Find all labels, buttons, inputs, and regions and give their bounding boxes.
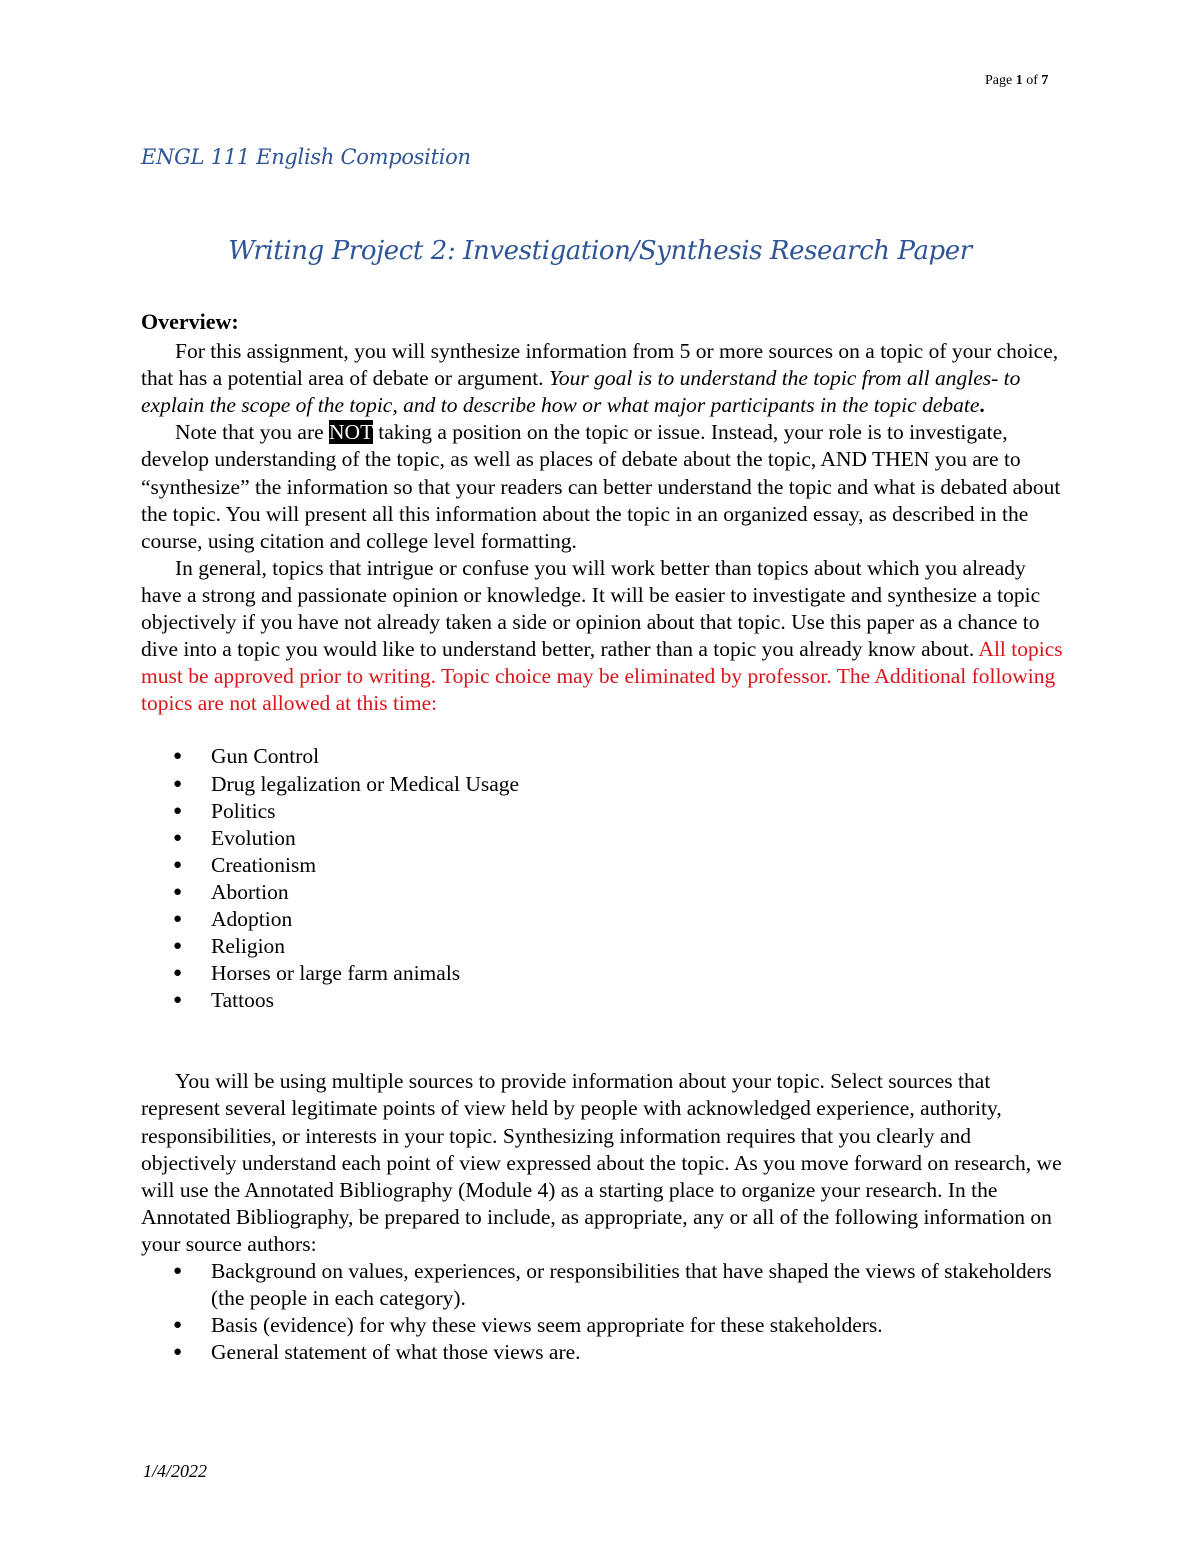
- document-body: [141, 308, 1066, 1366]
- overview-paragraph-3: In general, topics that intrigue or confuse you will work better than topics about which you already have a strong and passionate opinion or knowledge. It will be easier to investigate and synthesize a topic objectively if you have not already taken a side or opinion about that topic. Use this paper as a chance to dive into a topic you would like to understand better, rather than a topic you already know about. All topics must be approved prior to writing. Topic choice may be eliminated by professor. The Additional following topics are not allowed at this time:: [141, 555, 1063, 716]
- list-item: ● Politics: [141, 798, 1066, 825]
- course-title: ENGL 111 English Composition: [141, 145, 471, 169]
- sources-paragraph: You will be using multiple sources to provide information about your topic. Select sources that represent several legitimate points of view held by people with acknowledged experience, authority, responsibilities, or interests in your topic. Synthesizing information requires that you clearly and objectively understand each point of view expressed about the topic. As you move forward on research, we will use the Annotated Bibliography (Module 4) as a starting place to organize your research. In the Annotated Bibliography, be prepared to include, as appropriate, any or all of the following information on your source authors:: [141, 1069, 1062, 1256]
- list-item: ● Drug legalization or Medical Usage: [141, 771, 1066, 798]
- footer-date: 1/4/2022: [143, 1461, 208, 1481]
- page-number: Page 1 of 7: [985, 73, 1049, 88]
- list-item: ● Gun Control: [141, 743, 1066, 770]
- approval-warning: All topics must be approved prior to writing. Topic choice may be eliminated by professor. The Additional following topics are not allowed at this time:: [141, 637, 1063, 716]
- list-item: ● Abortion: [141, 879, 1066, 906]
- overview-paragraph-2: Note that you are NOT taking a position on the topic or issue. Instead, your role is to investigate, develop understanding of the topic, as well as places of debate about the topic, AND THEN you are to “synthesize” the information so that your readers can better understand the topic and what is debated about the topic. You will present all this information about the topic in an organized essay, as described in the course, using citation and college level formatting.: [141, 420, 1061, 553]
- list-item: ● Adoption: [141, 906, 1066, 933]
- list-item: ● Religion: [141, 933, 1066, 960]
- overview-heading: Overview:: [141, 309, 239, 334]
- list-item: ● Evolution: [141, 825, 1066, 852]
- list-item: ● Horses or large farm animals: [141, 960, 1066, 987]
- goal-statement: Your goal is to understand the topic from all angles- to explain the scope of the topic, and to describe how or what major participants in the topic debate: [141, 366, 1021, 418]
- document-title: Writing Project 2: Investigation/Synthesis Research Paper: [228, 236, 972, 266]
- list-item: ● Tattoos: [141, 987, 1066, 1014]
- source-info-list: [141, 1258, 1066, 1366]
- disallowed-topics-list: [141, 743, 1066, 1014]
- list-item: ● Creationism: [141, 852, 1066, 879]
- overview-paragraph-1: For this assignment, you will synthesize information from 5 or more sources on a topic of your choice, that has a potential area of debate or argument. Your goal is to understand the topic from all angles- to explain the scope of the topic, and to describe how or what major participants in the topic debate.: [141, 339, 1059, 418]
- list-item: ● Basis (evidence) for why these views seem appropriate for these stakeholders.: [141, 1312, 1066, 1339]
- not-highlight: NOT: [329, 420, 373, 445]
- list-item: ● General statement of what those views are.: [141, 1339, 1066, 1366]
- list-item: ● Background on values, experiences, or responsibilities that have shaped the views of stakeholders (the people in each category).: [141, 1258, 1066, 1312]
